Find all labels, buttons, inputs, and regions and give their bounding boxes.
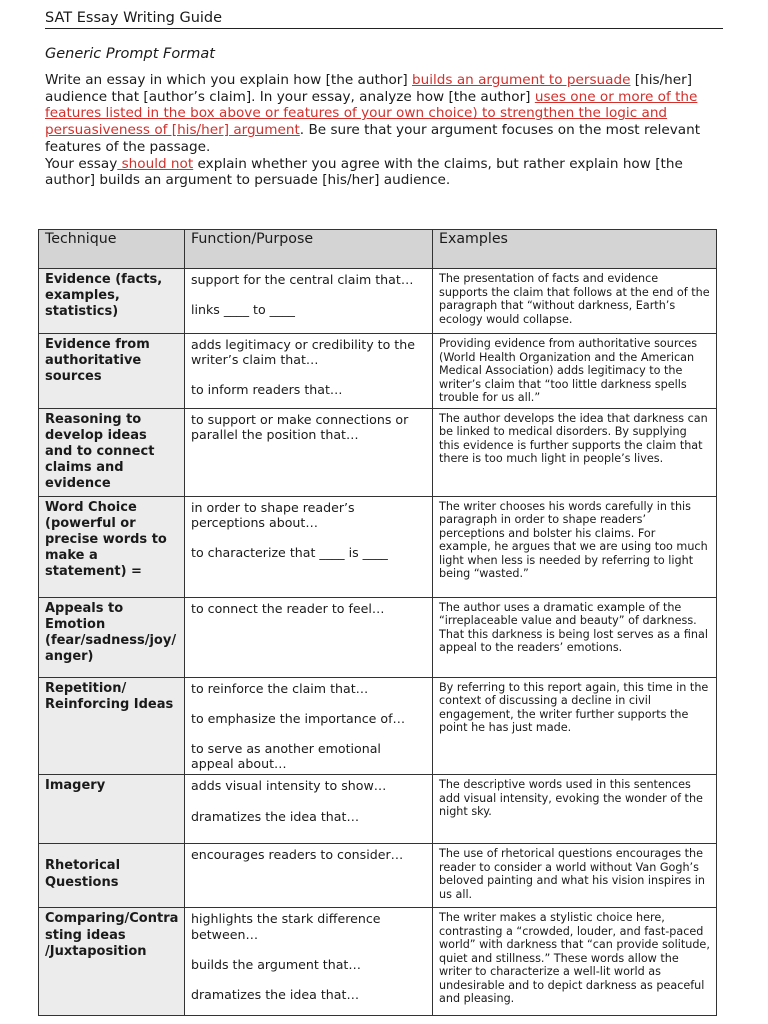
prompt-highlight-link: uses one or more of the features listed in the box above or features of your own choice) to strengthen the logic and persuasiveness of [his/her] argument: [45, 88, 698, 139]
example-cell: The descriptive words used in this sentences add visual intensity, evoking the wonder of the night sky.: [433, 775, 717, 844]
table-row: [39, 269, 717, 334]
function-text: to emphasize the importance of…: [191, 710, 406, 726]
function-text: links ____ to ____: [191, 302, 295, 318]
function-text: adds visual intensity to show…: [191, 778, 387, 794]
technique-cell: Appeals to Emotion (fear/sadness/joy/ anger): [39, 597, 185, 677]
table-row: [39, 775, 717, 844]
function-cell: [185, 334, 433, 409]
function-text: highlights the stark difference between…: [191, 911, 381, 942]
document-page: [45, 10, 723, 189]
table-row: [39, 408, 717, 496]
technique-cell: Evidence (facts, examples, statistics): [39, 269, 185, 334]
function-text: dramatizes the idea that…: [191, 986, 360, 1002]
function-cell: [185, 908, 433, 1016]
example-cell: The author uses a dramatic example of the “irreplaceable value and beauty” of darkness. That this darkness is being lost serves as a final appeal to the readers’ emotions.: [433, 597, 717, 677]
example-cell: The author develops the idea that darkness can be linked to medical disorders. By supplying this evidence is further supports the claim that there is too much light in people’s lives.: [433, 408, 717, 496]
function-cell: [185, 496, 433, 597]
prompt-text: . Be sure that your argument focuses on the most relevant features of the passage.: [45, 122, 701, 155]
function-cell: [185, 269, 433, 334]
prompt-text: Write an essay in which you explain how [the author]: [45, 72, 408, 88]
function-text: adds legitimacy or credibility to the writer’s claim that…: [191, 337, 415, 368]
function-text: builds the argument that…: [191, 956, 361, 972]
example-cell: The use of rhetorical questions encourages the reader to consider a world without Van Gogh’s beloved painting and what his vision inspires in us all.: [433, 844, 717, 908]
column-header-examples: Examples: [433, 230, 717, 269]
technique-cell: Rhetorical Questions: [39, 844, 185, 908]
example-cell: Providing evidence from authoritative sources (World Health Organization and the American Medical Association) adds legitimacy to the writer’s claim that “too little darkness spells trouble for us all.”: [433, 334, 717, 409]
function-text: in order to shape reader’s perceptions about…: [191, 499, 355, 530]
function-cell: [185, 597, 433, 677]
function-cell: [185, 408, 433, 496]
function-text: encourages readers to consider…: [191, 847, 404, 863]
technique-table: [38, 229, 717, 1016]
prompt-subheading: Generic Prompt Format: [45, 46, 215, 62]
table-row: [39, 496, 717, 597]
prompt-paragraph: [45, 72, 723, 189]
column-header-function: Function/Purpose: [185, 230, 433, 269]
example-cell: The writer makes a stylistic choice here, contrasting a “crowded, louder, and fast-paced world” with darkness that “can provide solitude, quiet and stillness.” These words allow the writer to characterize a well-lit world as undesirable and to depict darkness as peaceful and pleasing.: [433, 908, 717, 1016]
prompt-highlight-link: builds an argument to persuade: [412, 72, 631, 88]
table-row: [39, 334, 717, 409]
function-cell: [185, 775, 433, 844]
table-row: [39, 597, 717, 677]
function-text: to connect the reader to feel…: [191, 600, 385, 616]
technique-cell: Word Choice (powerful or precise words to make a statement) =: [39, 496, 185, 597]
function-text: to support or make connections or parallel the position that…: [191, 411, 409, 442]
example-cell: The writer chooses his words carefully in this paragraph in order to shape readers’ perceptions and bolster his claims. For example, he argues that we are using too much light when less is needed by referring to light being “wasted.”: [433, 496, 717, 597]
function-text: to reinforce the claim that…: [191, 680, 369, 696]
technique-cell: Reasoning to develop ideas and to connect claims and evidence: [39, 408, 185, 496]
technique-cell: Comparing/Contra sting ideas /Juxtaposition: [39, 908, 185, 1016]
table-row: [39, 844, 717, 908]
function-text: to inform readers that…: [191, 382, 343, 398]
technique-cell: Imagery: [39, 775, 185, 844]
prompt-highlight-link: should not: [117, 155, 194, 172]
prompt-text: Your essay: [45, 155, 118, 172]
function-text: support for the central claim that…: [191, 272, 414, 287]
function-text: to characterize that ____ is ____: [191, 544, 388, 560]
function-cell: [185, 677, 433, 775]
technique-cell: Evidence from authoritative sources: [39, 334, 185, 409]
prompt-text: [his/her] audience that [author’s claim]. In your essay, analyze how [the author]: [45, 72, 693, 105]
prompt-text: explain whether you agree with the claims, but rather explain how [the author] builds an argument to persuade [his/her] audience.: [45, 155, 683, 189]
technique-cell: Repetition/ Reinforcing Ideas: [39, 677, 185, 775]
function-cell: [185, 844, 433, 908]
example-cell: By referring to this report again, this time in the context of discussing a decline in civil engagement, the writer further supports the point he has just made.: [433, 677, 717, 775]
function-text: dramatizes the idea that…: [191, 808, 360, 824]
function-text: to serve as another emotional appeal about…: [191, 740, 381, 772]
column-header-technique: Technique: [39, 230, 185, 269]
example-cell: The presentation of facts and evidence supports the claim that follows at the end of the paragraph that “without darkness, Earth’s ecology would collapse.: [433, 269, 717, 334]
page-title: SAT Essay Writing Guide: [45, 10, 723, 29]
table-row: [39, 677, 717, 775]
table-row: [39, 908, 717, 1016]
table-header-row: [39, 230, 717, 269]
